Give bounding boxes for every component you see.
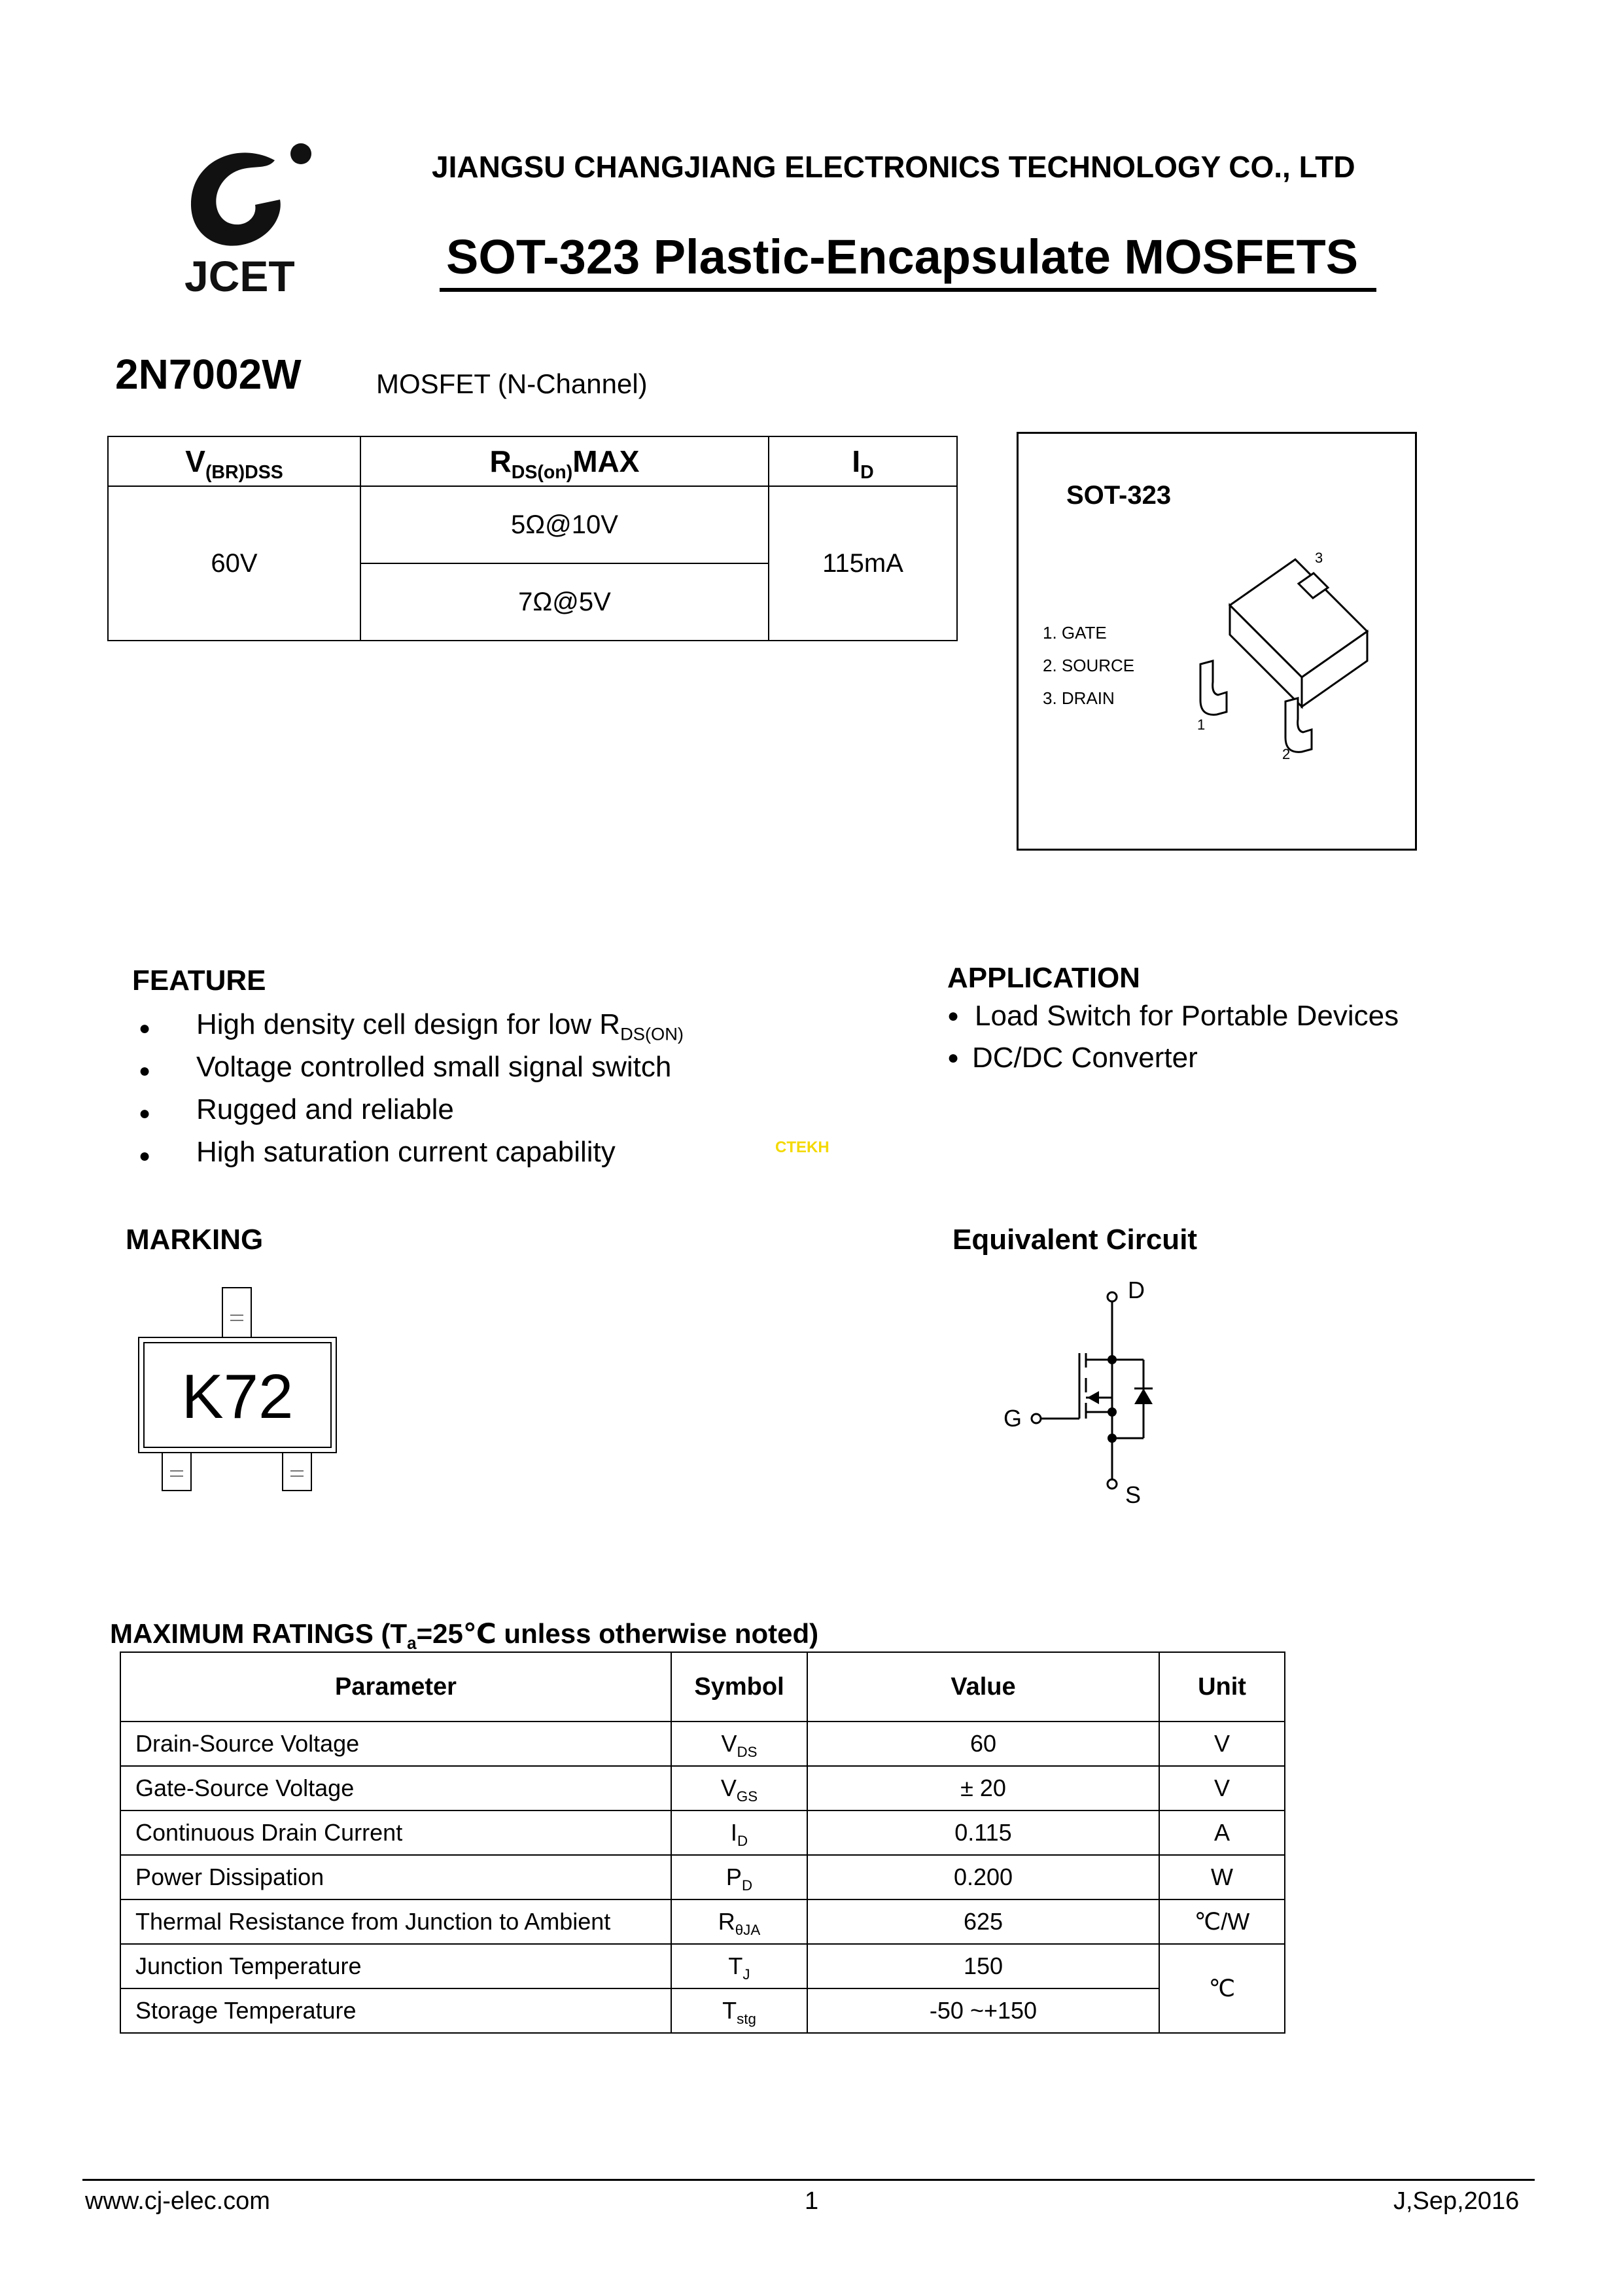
unit-cell: A	[1159, 1810, 1285, 1855]
marking-code: K72	[181, 1362, 294, 1432]
part-type: MOSFET (N-Channel)	[376, 368, 648, 399]
ratings-heading: MAXIMUM RATINGS ($T_a=25℃$ unless otherwise noted)	[110, 1618, 819, 1653]
application-heading: APPLICATION	[947, 962, 1140, 994]
max-ratings-table	[120, 1651, 1285, 2034]
bullet-icon: ●	[139, 1017, 151, 1039]
value-cell: ± 20	[807, 1766, 1159, 1810]
value-cell: 0.200	[807, 1855, 1159, 1899]
feature-item: Rugged and reliable	[196, 1093, 454, 1125]
faint-watermark-text: CTEKH	[775, 1139, 829, 1156]
param-cell: Continuous Drain Current	[120, 1810, 671, 1855]
document-title: SOT-323 Plastic-Encapsulate MOSFETS	[446, 230, 1359, 284]
bullet-icon: ●	[139, 1103, 151, 1124]
column-header: Unit	[1159, 1652, 1285, 1722]
pin-label-drain: 3. DRAIN	[1043, 688, 1115, 708]
value-cell: 0.115	[807, 1810, 1159, 1855]
pin-number-3: 3	[1315, 550, 1323, 566]
table-row	[120, 1722, 1285, 1766]
package-name: SOT-323	[1066, 481, 1172, 510]
table-row	[120, 1899, 1285, 1944]
title-underline	[440, 288, 1376, 292]
param-cell: Thermal Resistance from Junction to Ambient	[120, 1899, 671, 1944]
table-row	[120, 1810, 1285, 1855]
param-cell: Drain-Source Voltage	[120, 1722, 671, 1766]
rdson-value-2: 7Ω@5V	[360, 563, 769, 641]
bullet-icon: ●	[947, 1005, 960, 1027]
symbol-cell: $V_{GS}$	[671, 1766, 807, 1810]
symbol-cell: $P_D$	[671, 1855, 807, 1899]
param-cell: Power Dissipation	[120, 1855, 671, 1899]
feature-item: Voltage controlled small signal switch	[196, 1051, 672, 1083]
circuit-heading: Equivalent Circuit	[952, 1224, 1198, 1256]
equivalent-circuit	[968, 1269, 1217, 1511]
marking-drawing	[131, 1282, 347, 1492]
pin-number-1: 1	[1197, 716, 1206, 733]
table-row	[120, 1766, 1285, 1810]
feature-heading: FEATURE	[132, 964, 266, 997]
header-id: $I_D$	[769, 436, 957, 486]
marking-heading: MARKING	[126, 1224, 264, 1256]
value-cell: -50 ~+150	[807, 1988, 1159, 2033]
pin-label-source: 2. SOURCE	[1043, 656, 1135, 675]
footer-rule	[82, 2179, 1535, 2181]
unit-cell: ℃/W	[1159, 1899, 1285, 1944]
pin-number-2: 2	[1282, 746, 1291, 762]
circuit-s-label: S	[1125, 1481, 1142, 1508]
param-cell: Junction Temperature	[120, 1944, 671, 1988]
symbol-cell: $T_J$	[671, 1944, 807, 1988]
unit-cell: V	[1159, 1722, 1285, 1766]
sot323-package-drawing	[1171, 543, 1387, 766]
vbrdss-value: 60V	[108, 486, 360, 641]
circuit-g-label: G	[1003, 1405, 1022, 1432]
table-row	[120, 1855, 1285, 1899]
table-header-row	[120, 1652, 1285, 1722]
param-cell: Storage Temperature	[120, 1988, 671, 2033]
value-cell: 60	[807, 1722, 1159, 1766]
value-cell: 625	[807, 1899, 1159, 1944]
symbol-cell: $T_{stg}$	[671, 1988, 807, 2033]
key-spec-table	[107, 436, 958, 641]
bullet-icon: ●	[139, 1145, 151, 1167]
id-value: 115mA	[769, 486, 957, 641]
jcet-logo	[177, 134, 314, 301]
column-header: Symbol	[671, 1652, 807, 1722]
logo-text: JCET	[184, 252, 295, 300]
unit-cell: ℃	[1159, 1944, 1285, 2033]
header-vbrdss: $V_{(BR)DSS}$	[108, 436, 360, 486]
footer-date: J,Sep,2016	[1393, 2187, 1520, 2215]
symbol-cell: $V_{DS}$	[671, 1722, 807, 1766]
part-number: 2N7002W	[115, 351, 302, 398]
unit-cell: V	[1159, 1766, 1285, 1810]
page-number: 1	[805, 2187, 819, 2215]
table-row	[120, 1944, 1285, 1988]
rdson-value-1: 5Ω@10V	[360, 486, 769, 563]
table-row	[120, 1988, 1285, 2033]
company-name: JIANGSU CHANGJIANG ELECTRONICS TECHNOLOGY CO., LTD	[432, 150, 1355, 184]
header-rdson: $R_{DS(on)}MAX$	[360, 436, 769, 486]
application-item: DC/DC Converter	[972, 1042, 1198, 1074]
bullet-icon: ●	[947, 1047, 960, 1069]
value-cell: 150	[807, 1944, 1159, 1988]
application-item: Load Switch for Portable Devices	[975, 1000, 1399, 1032]
footer-url: www.cj-elec.com	[85, 2187, 270, 2215]
column-header: Value	[807, 1652, 1159, 1722]
bullet-icon: ●	[139, 1060, 151, 1082]
pin-label-gate: 1. GATE	[1043, 623, 1107, 643]
param-cell: Gate-Source Voltage	[120, 1766, 671, 1810]
column-header: Parameter	[120, 1652, 671, 1722]
symbol-cell: $R_{\theta JA}$	[671, 1899, 807, 1944]
circuit-d-label: D	[1128, 1277, 1145, 1303]
feature-item: High saturation current capability	[196, 1136, 616, 1168]
symbol-cell: $I_D$	[671, 1810, 807, 1855]
unit-cell: W	[1159, 1855, 1285, 1899]
feature-item: High density cell design for low $R_{DS(ON)}$	[196, 1008, 684, 1044]
